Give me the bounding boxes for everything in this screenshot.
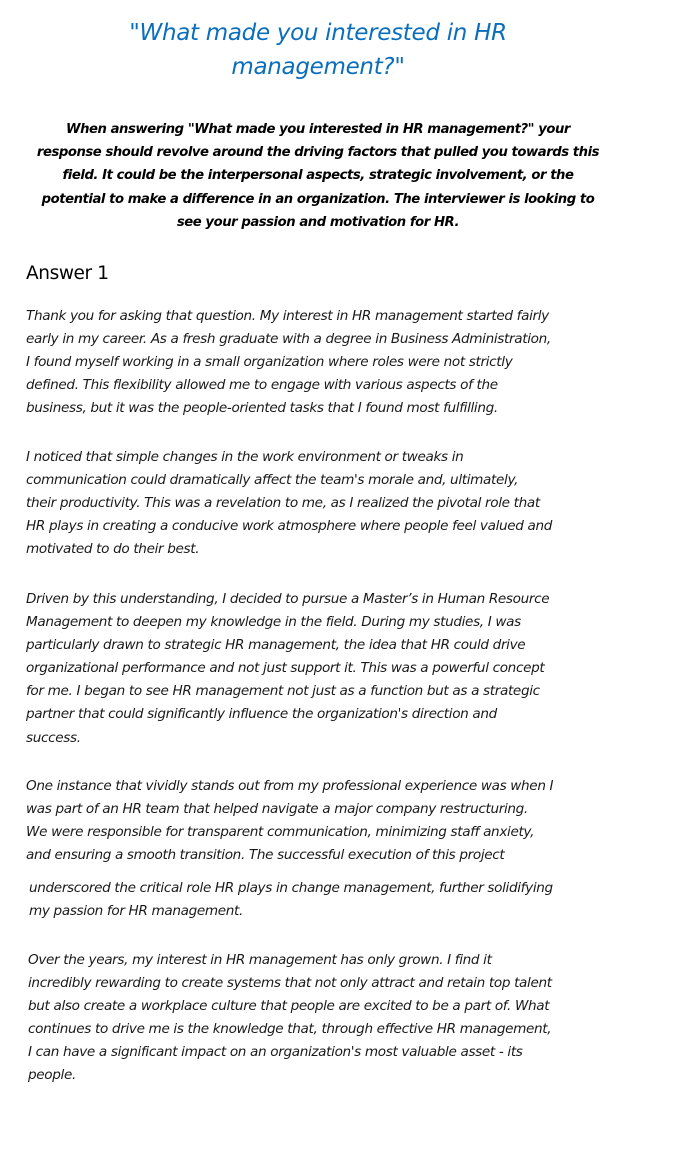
answer-paragraph	[28, 949, 628, 1088]
paragraph-line: was part of an HR team that helped navigate a major company restructuring.	[26, 801, 528, 818]
paragraph-line: continues to drive me is the knowledge that, through effective HR management,	[28, 1021, 552, 1038]
page-title-line: "What made you interested in HR	[129, 20, 507, 46]
paragraph-line: success.	[26, 729, 81, 746]
answer-heading: Answer 1	[26, 263, 109, 284]
paragraph-line: early in my career. As a fresh graduate with a degree in Business Administration,	[26, 331, 551, 348]
answer-paragraph	[26, 305, 626, 420]
paragraph-line: and ensuring a smooth transition. The successful execution of this project	[26, 847, 505, 863]
intro-line: When answering "What made you interested in HR management?" your	[66, 122, 570, 137]
paragraph-line: Thank you for asking that question. My interest in HR management started fairly	[26, 308, 549, 324]
paragraph-line: communication could dramatically affect the team's morale and, ultimately,	[26, 472, 519, 489]
paragraph-line: defined. This flexibility allowed me to engage with various aspects of the	[26, 377, 498, 394]
paragraph-line: I can have a significant impact on an organization's most valuable asset - its	[28, 1044, 523, 1061]
paragraph-line: HR plays in creating a conducive work atmosphere where people feel valued and	[26, 518, 553, 535]
paragraph-line: particularly drawn to strategic HR management, the idea that HR could drive	[26, 637, 526, 654]
intro-line: see your passion and motivation for HR.	[176, 214, 460, 230]
paragraph-line: partner that could significantly influence the organization's direction and	[26, 706, 497, 723]
answer-paragraph	[26, 446, 626, 561]
intro-line: potential to make a difference in an organization. The interviewer is looking to	[41, 191, 595, 207]
paragraph-line: Driven by this understanding, I decided to pursue a Master’s in Human Resource	[26, 591, 550, 607]
intro-line: field. It could be the interpersonal aspects, strategic involvement, or the	[62, 168, 574, 184]
paragraph-line: people.	[28, 1067, 76, 1084]
paragraph-line: incredibly rewarding to create systems that not only attract and retain top talent	[28, 975, 552, 992]
intro-line: response should revolve around the driving factors that pulled you towards this	[36, 145, 600, 161]
paragraph-line: their productivity. This was a revelation to me, as I realized the pivotal role that	[26, 495, 540, 512]
paragraph-line: for me. I began to see HR management not just as a function but as a strategic	[26, 683, 540, 700]
paragraph-line: I found myself working in a small organization where roles were not strictly	[26, 354, 513, 371]
paragraph-line: Management to deepen my knowledge in the field. During my studies, I was	[26, 614, 521, 631]
paragraph-line: We were responsible for transparent communication, minimizing staff anxiety,	[26, 824, 535, 841]
paragraph-line: underscored the critical role HR plays in change management, further solidifying	[29, 880, 553, 896]
paragraph-line: motivated to do their best.	[26, 541, 200, 558]
paragraph-line: but also create a workplace culture that people are excited to be a part of. What	[28, 998, 550, 1015]
paragraph-line: my passion for HR management.	[29, 903, 243, 920]
paragraph-line: One instance that vividly stands out from my professional experience was when I	[26, 778, 554, 794]
answer-paragraph	[26, 775, 626, 863]
paragraph-line: Over the years, my interest in HR management has only grown. I find it	[28, 952, 492, 968]
answer-paragraph-continued	[29, 877, 629, 923]
page-title-line: management?"	[231, 54, 405, 80]
paragraph-line: business, but it was the people-oriented tasks that I found most fulfilling.	[26, 400, 498, 417]
paragraph-line: organizational performance and not just support it. This was a powerful concept	[26, 660, 545, 677]
answer-paragraph	[26, 588, 626, 750]
paragraph-line: I noticed that simple changes in the work environment or tweaks in	[26, 449, 464, 465]
